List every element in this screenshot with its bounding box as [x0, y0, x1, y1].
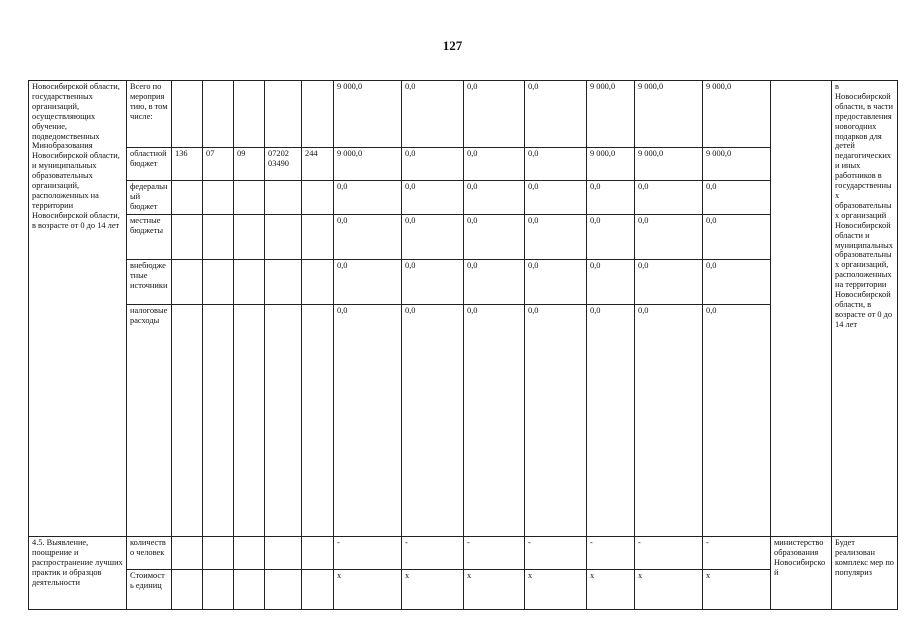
rz-cell	[203, 570, 234, 610]
value-cell: х	[525, 570, 587, 610]
csr-cell: 07202 03490	[265, 148, 302, 181]
value-cell: 0,0	[464, 148, 525, 181]
rz-cell	[203, 260, 234, 305]
value-cell: 9 000,0	[587, 81, 635, 148]
value-cell: 0,0	[402, 215, 464, 260]
value-cell: -	[703, 537, 771, 570]
value-cell: х	[402, 570, 464, 610]
activity-description: 4.5. Выявление, поощрение и распространение лучших практик и образцов деятельности	[29, 537, 127, 610]
pr-cell	[234, 260, 265, 305]
value-cell: 0,0	[587, 215, 635, 260]
source-label: местные бюджеты	[127, 215, 172, 260]
rz-cell	[203, 305, 234, 537]
table-row	[29, 215, 898, 260]
value-cell: 0,0	[402, 305, 464, 537]
pr-cell	[234, 305, 265, 537]
pr-cell	[234, 181, 265, 215]
value-cell: 0,0	[402, 148, 464, 181]
value-cell: -	[635, 537, 703, 570]
value-cell: 0,0	[334, 260, 402, 305]
value-cell: 9 000,0	[635, 148, 703, 181]
table-row	[29, 260, 898, 305]
value-cell: 9 000,0	[703, 81, 771, 148]
csr-cell	[265, 181, 302, 215]
csr-cell	[265, 305, 302, 537]
program-activities-table	[28, 80, 898, 610]
vr-cell	[302, 537, 334, 570]
executor-cell	[771, 81, 832, 537]
grbs-cell	[172, 570, 203, 610]
table-row	[29, 305, 898, 537]
value-cell: 9 000,0	[587, 148, 635, 181]
rz-cell	[203, 181, 234, 215]
value-cell: х	[334, 570, 402, 610]
value-cell: 0,0	[525, 181, 587, 215]
grbs-cell	[172, 215, 203, 260]
rz-cell	[203, 215, 234, 260]
source-label: Всего по мероприятию, в том числе:	[127, 81, 172, 148]
value-cell: 0,0	[525, 260, 587, 305]
table-row	[29, 570, 898, 610]
value-cell: 0,0	[464, 305, 525, 537]
value-cell: -	[587, 537, 635, 570]
value-cell: х	[464, 570, 525, 610]
value-cell: 0,0	[587, 305, 635, 537]
value-cell: 9 000,0	[334, 81, 402, 148]
grbs-cell	[172, 537, 203, 570]
csr-cell	[265, 81, 302, 148]
vr-cell	[302, 305, 334, 537]
value-cell: 0,0	[402, 181, 464, 215]
value-cell: 0,0	[525, 215, 587, 260]
vr-cell	[302, 570, 334, 610]
value-cell: 0,0	[464, 260, 525, 305]
pr-cell	[234, 537, 265, 570]
vr-cell	[302, 215, 334, 260]
value-cell: 0,0	[525, 81, 587, 148]
vr-cell: 244	[302, 148, 334, 181]
value-cell: 0,0	[703, 181, 771, 215]
indicator-label: количество человек	[127, 537, 172, 570]
value-cell: 0,0	[587, 260, 635, 305]
value-cell: 0,0	[635, 305, 703, 537]
value-cell: 0,0	[703, 260, 771, 305]
grbs-cell	[172, 260, 203, 305]
pr-cell: 09	[234, 148, 265, 181]
vr-cell	[302, 181, 334, 215]
value-cell: 0,0	[464, 181, 525, 215]
value-cell: 0,0	[635, 260, 703, 305]
table-row	[29, 148, 898, 181]
grbs-cell	[172, 181, 203, 215]
source-label: федеральный бюджет	[127, 181, 172, 215]
source-label: налоговые расходы	[127, 305, 172, 537]
value-cell: 0,0	[525, 148, 587, 181]
csr-cell	[265, 537, 302, 570]
csr-cell	[265, 570, 302, 610]
value-cell: -	[334, 537, 402, 570]
grbs-cell	[172, 81, 203, 148]
value-cell: 0,0	[464, 81, 525, 148]
value-cell: -	[402, 537, 464, 570]
value-cell: х	[703, 570, 771, 610]
vr-cell	[302, 260, 334, 305]
pr-cell	[234, 215, 265, 260]
value-cell: 0,0	[402, 260, 464, 305]
value-cell: 9 000,0	[334, 148, 402, 181]
table-row	[29, 81, 898, 148]
value-cell: х	[587, 570, 635, 610]
value-cell: -	[525, 537, 587, 570]
value-cell: 0,0	[402, 81, 464, 148]
grbs-cell	[172, 305, 203, 537]
value-cell: 0,0	[703, 215, 771, 260]
table-row	[29, 181, 898, 215]
value-cell: 0,0	[635, 181, 703, 215]
value-cell: 9 000,0	[703, 148, 771, 181]
source-label: областной бюджет	[127, 148, 172, 181]
value-cell: х	[635, 570, 703, 610]
pr-cell	[234, 81, 265, 148]
value-cell: -	[464, 537, 525, 570]
table-row	[29, 537, 898, 570]
value-cell: 0,0	[703, 305, 771, 537]
rz-cell: 07	[203, 148, 234, 181]
expected-result: в Новосибирской области, в части предоставления новогодних подарков для детей педагогических и иных работников в государственных образовательных организаций Новосибирской области и муниципальных образовательных организаций, расположенных на территории Новосибирской области, в возрасте от 0 до 14 лет	[832, 81, 898, 537]
indicator-label: Стоимость единиц	[127, 570, 172, 610]
executor-cell: министерство образования Новосибирской	[771, 537, 832, 610]
grbs-cell: 136	[172, 148, 203, 181]
vr-cell	[302, 81, 334, 148]
csr-cell	[265, 260, 302, 305]
value-cell: 0,0	[587, 181, 635, 215]
rz-cell	[203, 81, 234, 148]
value-cell: 0,0	[635, 215, 703, 260]
value-cell: 9 000,0	[635, 81, 703, 148]
value-cell: 0,0	[525, 305, 587, 537]
page-number: 127	[442, 38, 463, 53]
pr-cell	[234, 570, 265, 610]
activity-description: Новосибирской области, государственных организаций, осуществляющих обучение, подведомственных Минобразования Новосибирской области, и муниципальных образовательных организаций, расположенных на территории Новосибирской области, в возрасте от 0 до 14 лет	[29, 81, 127, 537]
source-label: внебюджетные источники	[127, 260, 172, 305]
value-cell: 0,0	[464, 215, 525, 260]
value-cell: 0,0	[334, 181, 402, 215]
value-cell: 0,0	[334, 215, 402, 260]
rz-cell	[203, 537, 234, 570]
value-cell: 0,0	[334, 305, 402, 537]
csr-cell	[265, 215, 302, 260]
expected-result: Будет реализован комплекс мер по популяриз	[832, 537, 898, 610]
